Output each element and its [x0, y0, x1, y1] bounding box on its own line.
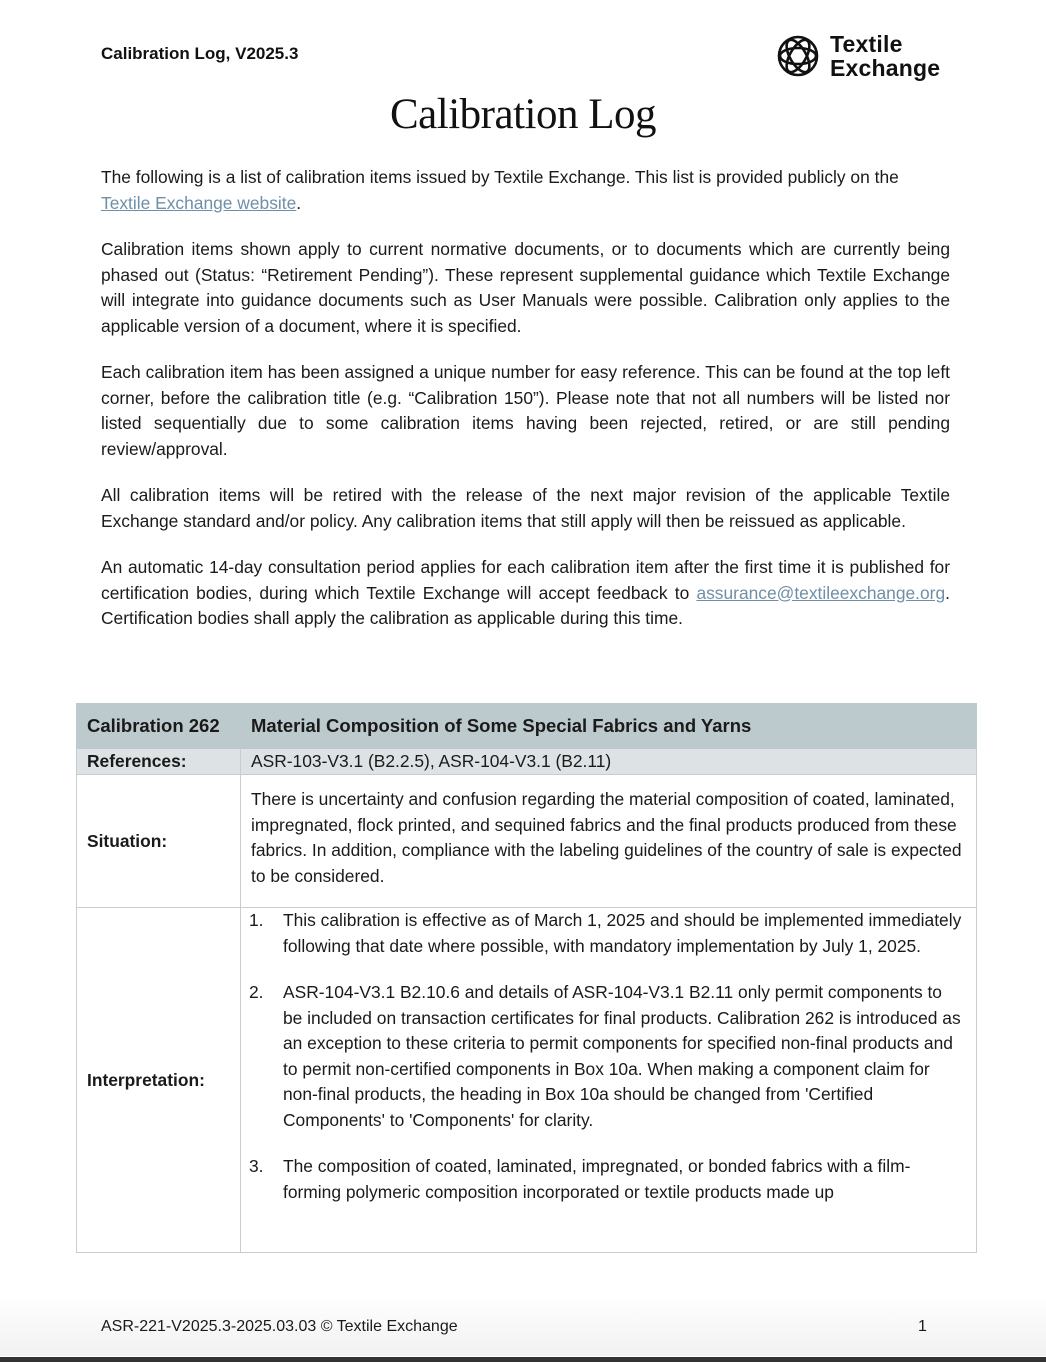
situation-row [77, 775, 977, 908]
intro-paragraph-4: All calibration items will be retired with the release of the next major revision of the applicable Textile Exchange standard and/or policy. Any calibration items that still apply will then be reissued as applicable. [101, 485, 950, 531]
situation-text: There is uncertainty and confusion regarding the material composition of coated, laminated, impregnated, flock printed, and sequined fabrics and the final products produced from these fabrics. In addition, compliance with the labeling guidelines of the country of sale is expected to be considered. [251, 789, 962, 886]
calibration-number: Calibration 262 [77, 704, 241, 749]
textile-exchange-website-link[interactable]: Textile Exchange website [101, 192, 297, 213]
logo-line-1: Textile [830, 31, 903, 57]
intro-paragraph-3: Each calibration item has been assigned a unique number for easy reference. This can be found at the top left corner, before the calibration title (e.g. “Calibration 150”). Please note that not all numbers will be listed nor listed sequentially due to some calibration items having been rejected, retired, or are still pending review/approval. [101, 362, 950, 459]
calibration-heading: Material Composition of Some Special Fabrics and Yarns [241, 704, 977, 749]
logo-line-2: Exchange [830, 55, 941, 81]
references-value: ASR-103-V3.1 (B2.2.5), ASR-104-V3.1 (B2.11) [241, 749, 977, 775]
intro-paragraph-1: The following is a list of calibration items issued by Textile Exchange. This list is provided publicly on the Textile Exchange website. [101, 167, 899, 213]
situation-label: Situation: [77, 775, 241, 908]
interpretation-row [77, 908, 977, 1253]
interpretation-label: Interpretation: [77, 908, 241, 1253]
interpretation-item: 3. The composition of coated, laminated, impregnated, or bonded fabrics with a film-forming polymeric composition incorporated or textile products made up [249, 1156, 911, 1202]
document-label: Calibration Log, V2025.3 [101, 44, 299, 63]
intro-paragraph-5: An automatic 14-day consultation period applies for each calibration item after the first time it is published for certification bodies, during which Textile Exchange will accept feedback to assurance@textileexchange.org. Certification bodies shall apply the calibration as applicable during this time. [101, 557, 950, 628]
footer-document-id: ASR-221-V2025.3-2025.03.03 © Textile Exchange [101, 1318, 458, 1335]
intro-paragraph-2: Calibration items shown apply to current normative documents, or to documents which are currently being phased out (Status: “Retirement Pending”). These represent supplemental guidance which Textile Exchange will integrate into guidance documents such as User Manuals were possible. Calibration only applies to the applicable version of a document, where it is specified. [101, 239, 950, 336]
references-row [77, 749, 977, 775]
textile-exchange-logo [776, 32, 940, 80]
assurance-email-link[interactable]: assurance@textileexchange.org [696, 582, 946, 603]
interpretation-item: 1. This calibration is effective as of March 1, 2025 and should be implemented immediately following that date where possible, with mandatory implementation by July 1, 2025. [249, 910, 962, 956]
knot-logo-icon [776, 34, 820, 78]
intro-section [101, 165, 950, 653]
references-label: References: [77, 749, 241, 775]
interpretation-list [251, 908, 966, 1205]
calibration-table [76, 703, 977, 1253]
bottom-edge-bar [0, 1357, 1046, 1362]
interpretation-item: 2. ASR-104-V3.1 B2.10.6 and details of ASR-104-V3.1 B2.11 only permit components to be included on transaction certificates for final products. Calibration 262 is introduced as an exception to these criteria to permit components for specified non-final products and to permit non-certified components in Box 10a. When making a component claim for non-final products, the heading in Box 10a should be changed from 'Certified Components' to 'Components' for clarity. [249, 982, 961, 1130]
page-number: 1 [918, 1318, 927, 1335]
page-title: Calibration Log [390, 91, 656, 138]
calibration-header-row [77, 704, 977, 749]
